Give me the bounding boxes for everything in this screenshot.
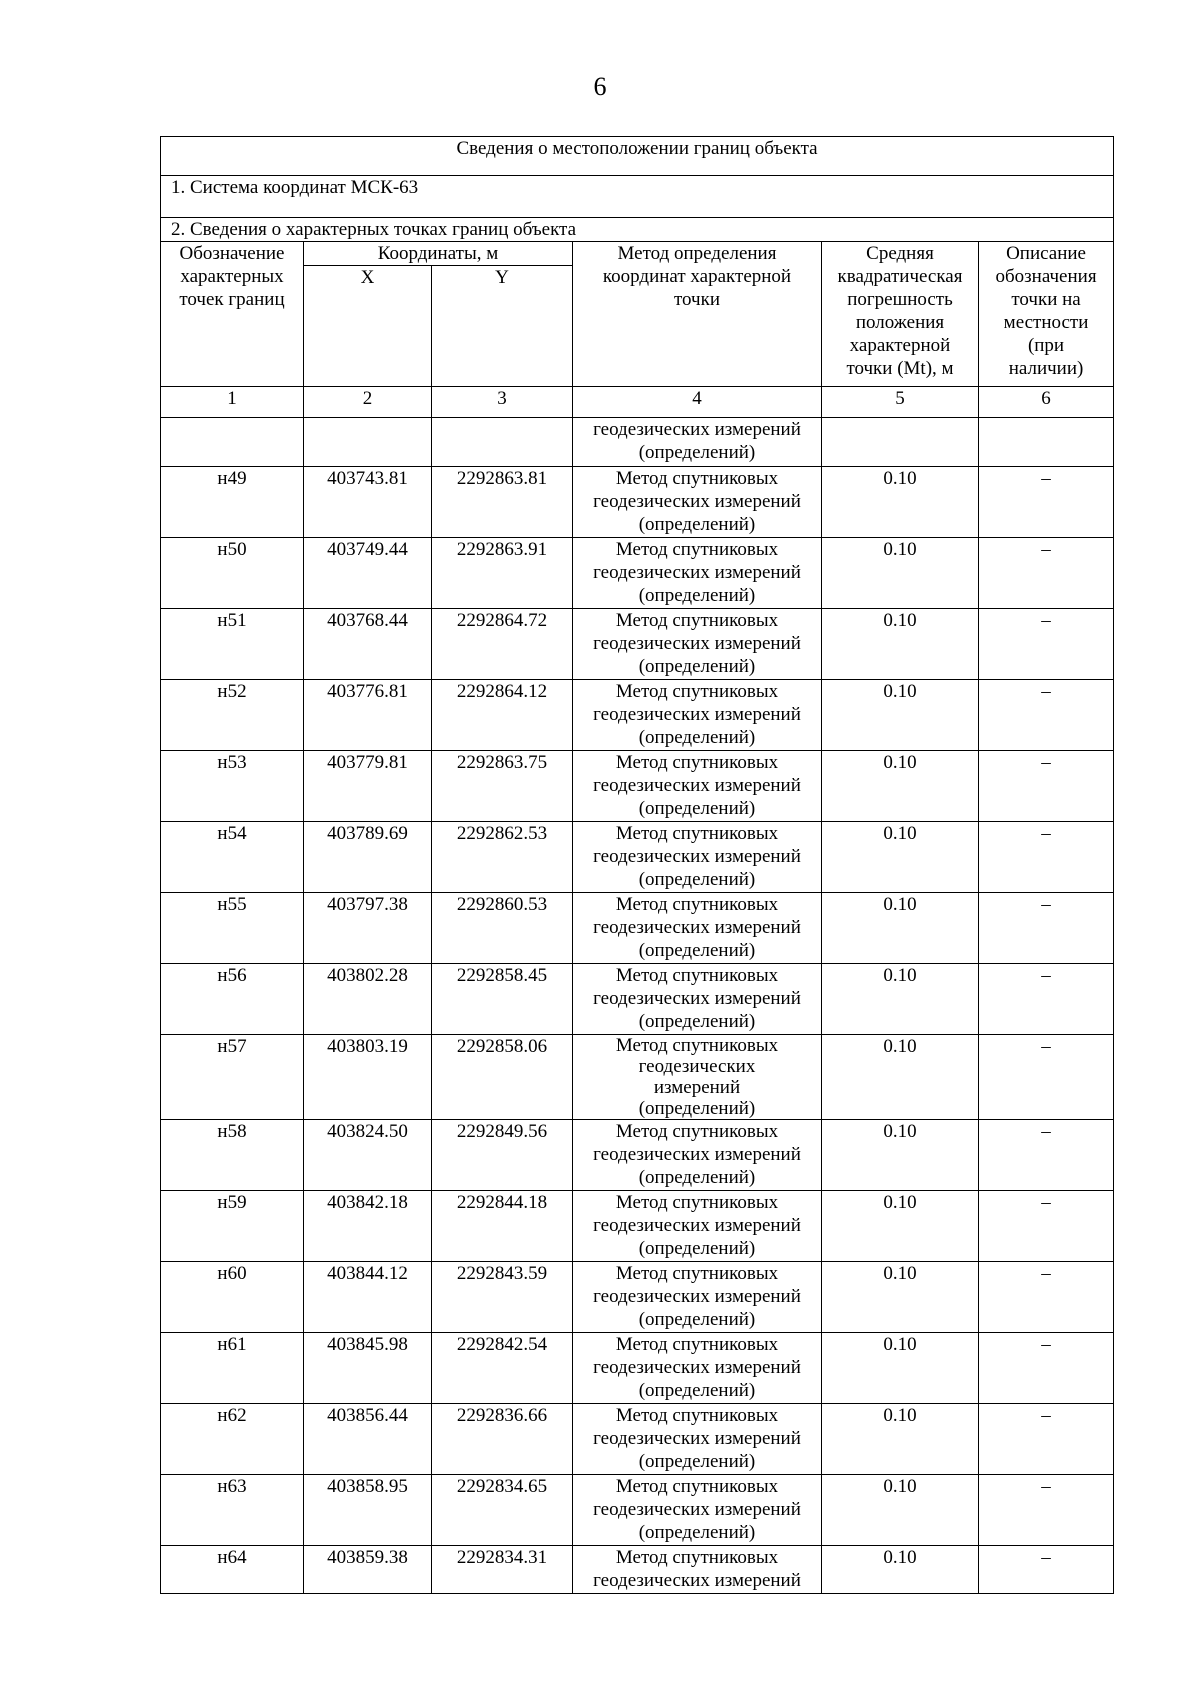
point-description: –	[979, 1035, 1114, 1120]
method-cell	[573, 1262, 822, 1333]
table-row	[161, 1404, 1114, 1475]
table-row	[161, 1191, 1114, 1262]
empty-cell	[432, 418, 573, 467]
method-cell	[573, 680, 822, 751]
table-row	[161, 680, 1114, 751]
coordinate-y: 2292863.75	[432, 751, 573, 822]
coordinate-x: 403844.12	[304, 1262, 432, 1333]
table-row	[161, 1546, 1114, 1594]
point-description: –	[979, 1546, 1114, 1594]
method-line: Метод спутниковых	[615, 1334, 779, 1355]
coordinate-x: 403749.44	[304, 538, 432, 609]
mean-square-error: 0.10	[822, 1404, 979, 1475]
coordinate-x: 403768.44	[304, 609, 432, 680]
empty-cell	[161, 418, 304, 467]
point-description: –	[979, 1262, 1114, 1333]
point-designation: н55	[161, 893, 304, 964]
point-designation: н64	[161, 1546, 304, 1594]
method-line: (определений)	[638, 1451, 756, 1472]
coordinate-y: 2292863.81	[432, 467, 573, 538]
mean-square-error: 0.10	[822, 751, 979, 822]
coordinate-y: 2292842.54	[432, 1333, 573, 1404]
coordinate-y: 2292834.31	[432, 1546, 573, 1594]
method-line: Метод спутниковых	[615, 965, 779, 986]
header-error: Средняя квадратическая погрешность положения характерной точки (Mt), м	[822, 242, 979, 387]
coordinate-y: 2292858.06	[432, 1035, 573, 1120]
table-row	[161, 538, 1114, 609]
method-cell	[573, 538, 822, 609]
table-row	[161, 1120, 1114, 1191]
method-line: Метод спутниковых	[615, 681, 779, 702]
mean-square-error: 0.10	[822, 1262, 979, 1333]
table-row	[161, 751, 1114, 822]
method-line: геодезических измерений	[593, 846, 801, 867]
coordinate-y: 2292860.53	[432, 893, 573, 964]
method-line: геодезических измерений	[593, 775, 801, 796]
table-row	[161, 467, 1114, 538]
coordinate-x: 403789.69	[304, 822, 432, 893]
method-line: геодезических измерений	[593, 704, 801, 725]
coordinate-system-row	[161, 176, 1114, 218]
table-row	[161, 822, 1114, 893]
table-row	[161, 1475, 1114, 1546]
mean-square-error: 0.10	[822, 609, 979, 680]
method-line: геодезических измерений	[593, 633, 801, 654]
header-method: Метод определения координат характерной точки	[573, 242, 822, 387]
method-line: Метод спутниковых	[615, 752, 779, 773]
point-description: –	[979, 751, 1114, 822]
table-row	[161, 1333, 1114, 1404]
column-number: 6	[979, 387, 1114, 418]
coordinate-x: 403859.38	[304, 1546, 432, 1594]
method-line: геодезических измерений	[593, 1357, 801, 1378]
table-row	[161, 609, 1114, 680]
point-designation: н53	[161, 751, 304, 822]
coordinate-x: 403802.28	[304, 964, 432, 1035]
coordinate-x: 403842.18	[304, 1191, 432, 1262]
method-line: геодезических измерений	[593, 1499, 801, 1520]
point-description: –	[979, 822, 1114, 893]
coordinate-x: 403779.81	[304, 751, 432, 822]
column-number: 2	[304, 387, 432, 418]
coordinate-y: 2292862.53	[432, 822, 573, 893]
method-line: геодезических измерений	[593, 562, 801, 583]
point-description: –	[979, 964, 1114, 1035]
coordinate-x: 403858.95	[304, 1475, 432, 1546]
mean-square-error: 0.10	[822, 680, 979, 751]
coordinate-x: 403856.44	[304, 1404, 432, 1475]
point-designation: н58	[161, 1120, 304, 1191]
continuation-row	[161, 418, 1114, 467]
header-coordinates: Координаты, м	[304, 242, 573, 266]
coordinate-x: 403803.19	[304, 1035, 432, 1120]
point-designation: н62	[161, 1404, 304, 1475]
boundary-points-table	[160, 136, 1114, 1594]
column-number: 1	[161, 387, 304, 418]
method-line: Метод спутниковых	[615, 1476, 779, 1497]
coordinate-x: 403824.50	[304, 1120, 432, 1191]
table-row	[161, 1035, 1114, 1120]
method-cell	[573, 964, 822, 1035]
coordinate-y: 2292863.91	[432, 538, 573, 609]
coordinate-y: 2292864.12	[432, 680, 573, 751]
method-line: (определений)	[638, 798, 756, 819]
mean-square-error: 0.10	[822, 538, 979, 609]
method-line: (определений)	[638, 585, 756, 606]
point-description: –	[979, 538, 1114, 609]
point-designation: н50	[161, 538, 304, 609]
mean-square-error: 0.10	[822, 1035, 979, 1120]
column-number: 3	[432, 387, 573, 418]
page-number: 6	[593, 72, 607, 101]
method-line: (определений)	[638, 1011, 756, 1032]
header-description: Описание обозначения точки на местности (при наличии)	[979, 242, 1114, 387]
point-description: –	[979, 680, 1114, 751]
point-description: –	[979, 1191, 1114, 1262]
point-designation: н63	[161, 1475, 304, 1546]
method-line: Метод спутниковых	[615, 823, 779, 844]
point-designation: н52	[161, 680, 304, 751]
method-cell	[573, 1191, 822, 1262]
coordinate-y: 2292849.56	[432, 1120, 573, 1191]
method-line: Метод спутниковых	[615, 468, 779, 489]
method-line: (определений)	[638, 1380, 756, 1401]
mean-square-error: 0.10	[822, 1546, 979, 1594]
coordinate-y: 2292844.18	[432, 1191, 573, 1262]
coordinate-x: 403797.38	[304, 893, 432, 964]
method-line: геодезических измерений	[593, 917, 801, 938]
method-line: геодезических измерений	[593, 1286, 801, 1307]
point-designation: н59	[161, 1191, 304, 1262]
point-designation: н61	[161, 1333, 304, 1404]
mean-square-error: 0.10	[822, 1475, 979, 1546]
method-line: Метод спутниковых	[615, 894, 779, 915]
method-line: (определений)	[638, 1309, 756, 1330]
empty-cell	[822, 418, 979, 467]
method-line: (определений)	[638, 656, 756, 677]
method-line: геодезических измерений	[593, 1144, 801, 1165]
point-designation: н56	[161, 964, 304, 1035]
method-line: (определений)	[638, 1167, 756, 1188]
mean-square-error: 0.10	[822, 1120, 979, 1191]
points-section-title: 2. Сведения о характерных точках границ объекта	[161, 218, 1114, 242]
method-line: (определений)	[638, 514, 756, 535]
method-cell	[573, 1120, 822, 1191]
method-line: (определений)	[638, 940, 756, 961]
method-line: геодезических измерений	[593, 491, 801, 512]
point-description: –	[979, 1333, 1114, 1404]
empty-cell	[979, 418, 1114, 467]
point-description: –	[979, 1120, 1114, 1191]
method-line: геодезических	[638, 1056, 756, 1077]
coordinate-system: 1. Система координат МСК-63	[161, 176, 1114, 218]
coordinate-y: 2292858.45	[432, 964, 573, 1035]
method-cell	[573, 1333, 822, 1404]
point-designation: н54	[161, 822, 304, 893]
table-row	[161, 1262, 1114, 1333]
method-line: (определений)	[638, 727, 756, 748]
method-line: Метод спутниковых	[615, 539, 779, 560]
empty-cell	[304, 418, 432, 467]
method-cell	[573, 822, 822, 893]
method-line: Метод спутниковых	[615, 610, 779, 631]
coordinate-y: 2292836.66	[432, 1404, 573, 1475]
coordinate-y: 2292834.65	[432, 1475, 573, 1546]
coordinate-x: 403845.98	[304, 1333, 432, 1404]
method-line: (определений)	[638, 1098, 756, 1119]
method-cell	[573, 1035, 822, 1120]
method-line: Метод спутниковых	[615, 1263, 779, 1284]
mean-square-error: 0.10	[822, 467, 979, 538]
column-number: 5	[822, 387, 979, 418]
point-description: –	[979, 893, 1114, 964]
method-line: (определений)	[638, 1238, 756, 1259]
table-title-row	[161, 137, 1114, 176]
method-line: Метод спутниковых	[615, 1035, 779, 1056]
method-line: (определений)	[638, 869, 756, 890]
method-line: Метод спутниковых	[615, 1121, 779, 1142]
table-row	[161, 964, 1114, 1035]
mean-square-error: 0.10	[822, 893, 979, 964]
method-cell	[573, 893, 822, 964]
method-line: Метод спутниковых	[615, 1547, 779, 1568]
point-designation: н60	[161, 1262, 304, 1333]
point-designation: н49	[161, 467, 304, 538]
method-line: (определений)	[638, 1522, 756, 1543]
method-line: геодезических измерений	[593, 1570, 801, 1591]
coordinate-y: 2292843.59	[432, 1262, 573, 1333]
method-cell	[573, 467, 822, 538]
table-title: Сведения о местоположении границ объекта	[161, 137, 1114, 176]
header-x: X	[304, 266, 432, 387]
point-description: –	[979, 609, 1114, 680]
point-designation: н51	[161, 609, 304, 680]
method-cell	[573, 1546, 822, 1594]
point-description: –	[979, 1475, 1114, 1546]
method-line: Метод спутниковых	[615, 1192, 779, 1213]
coordinate-x: 403776.81	[304, 680, 432, 751]
points-section-row	[161, 218, 1114, 242]
method-line: Метод спутниковых	[615, 1405, 779, 1426]
point-description: –	[979, 467, 1114, 538]
method-cell	[573, 609, 822, 680]
coordinate-x: 403743.81	[304, 467, 432, 538]
point-designation: н57	[161, 1035, 304, 1120]
header-y: Y	[432, 266, 573, 387]
method-line: измерений	[653, 1077, 741, 1098]
point-description: –	[979, 1404, 1114, 1475]
method-line: геодезических измерений	[593, 988, 801, 1009]
table-row	[161, 893, 1114, 964]
method-cell	[573, 751, 822, 822]
header-row-1	[161, 242, 1114, 266]
method-cell	[573, 1404, 822, 1475]
column-numbers-row	[161, 387, 1114, 418]
coordinate-y: 2292864.72	[432, 609, 573, 680]
mean-square-error: 0.10	[822, 1333, 979, 1404]
method-line: геодезических измерений	[593, 1428, 801, 1449]
mean-square-error: 0.10	[822, 964, 979, 1035]
column-number: 4	[573, 387, 822, 418]
header-designation: Обозначение характерных точек границ	[161, 242, 304, 387]
mean-square-error: 0.10	[822, 822, 979, 893]
continuation-method: геодезических измерений (определений)	[573, 418, 822, 467]
method-line: геодезических измерений	[593, 1215, 801, 1236]
mean-square-error: 0.10	[822, 1191, 979, 1262]
method-cell	[573, 1475, 822, 1546]
